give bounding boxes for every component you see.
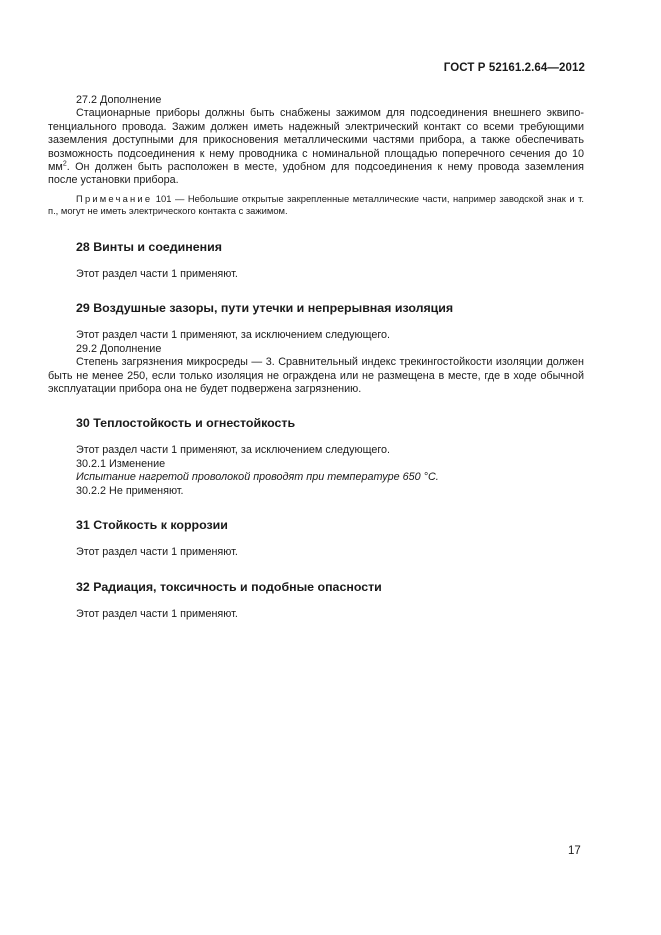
section-29-title: 29 Воздушные зазоры, пути утечки и непрерывная изоляция <box>76 301 454 316</box>
section-32-text: Этот раздел части 1 применяют. <box>76 607 238 620</box>
note-text: 101 — Небольшие открытые закрепленные металлические части, например заводской знак и т. п., могут не иметь электрического контакта с зажимом. <box>48 192 584 217</box>
note-label: Примечание <box>76 192 153 204</box>
section-31-title: 31 Стойкость к коррозии <box>76 518 228 533</box>
page-content <box>48 94 584 621</box>
section-28-text: Этот раздел части 1 применяют. <box>76 268 238 281</box>
note-101 <box>48 193 584 218</box>
section-30-text: Этот раздел части 1 применяют, за исключением следующего. <box>76 444 391 457</box>
paragraph-27-2-end: . Он должен быть расположен в месте, удобном для подсоединения к нему провода заземления после установки прибора. <box>48 161 584 187</box>
section-28-title: 28 Винты и соединения <box>76 240 222 255</box>
section-29-text: Этот раздел части 1 применяют, за исключением следующего. <box>76 329 391 342</box>
subsection-29-2: 29.2 Дополнение <box>76 342 162 355</box>
subsection-27-2: 27.2 Дополнение <box>76 94 162 106</box>
subsection-30-2-2: 30.2.2 Не применяют. <box>76 484 184 497</box>
page-number: 17 <box>568 845 581 857</box>
paragraph-29-2: Степень загрязнения микросреды — 3. Сравнительный индекс трекингостойкости изоляции должен быть не менее 250, если только изоляция не ограждена или не размещена в месте, где в ходе обычной эксплуатации прибора она не будет подвержена загрязнению. <box>48 356 584 396</box>
paragraph-27-2 <box>48 107 584 187</box>
section-30-title: 30 Теплостойкость и огнестойкость <box>76 416 296 431</box>
section-31-text: Этот раздел части 1 применяют. <box>76 546 238 559</box>
paragraph-27-2-text: Стационарные приборы должны быть снабжены зажимом для подсоединения внешнего эквипотенциального провода. Зажим должен иметь надежный электрический контакт со всеми требующими заземления доступными для прикосновения металлическими частями прибора, а также обеспечивать возможность подсоединения к нему проводника с номинальной площадью поперечного сечения до 10 мм <box>48 107 584 174</box>
document-header: ГОСТ Р 52161.2.64—2012 <box>443 62 585 74</box>
section-32-title: 32 Радиация, токсичность и подобные опасности <box>76 579 382 594</box>
subsection-30-2-1: 30.2.1 Изменение <box>76 457 166 470</box>
superscript: 2 <box>62 160 67 168</box>
italic-text-30-2-1: Испытание нагретой проволокой проводят при температуре 650 °С. <box>76 471 439 484</box>
